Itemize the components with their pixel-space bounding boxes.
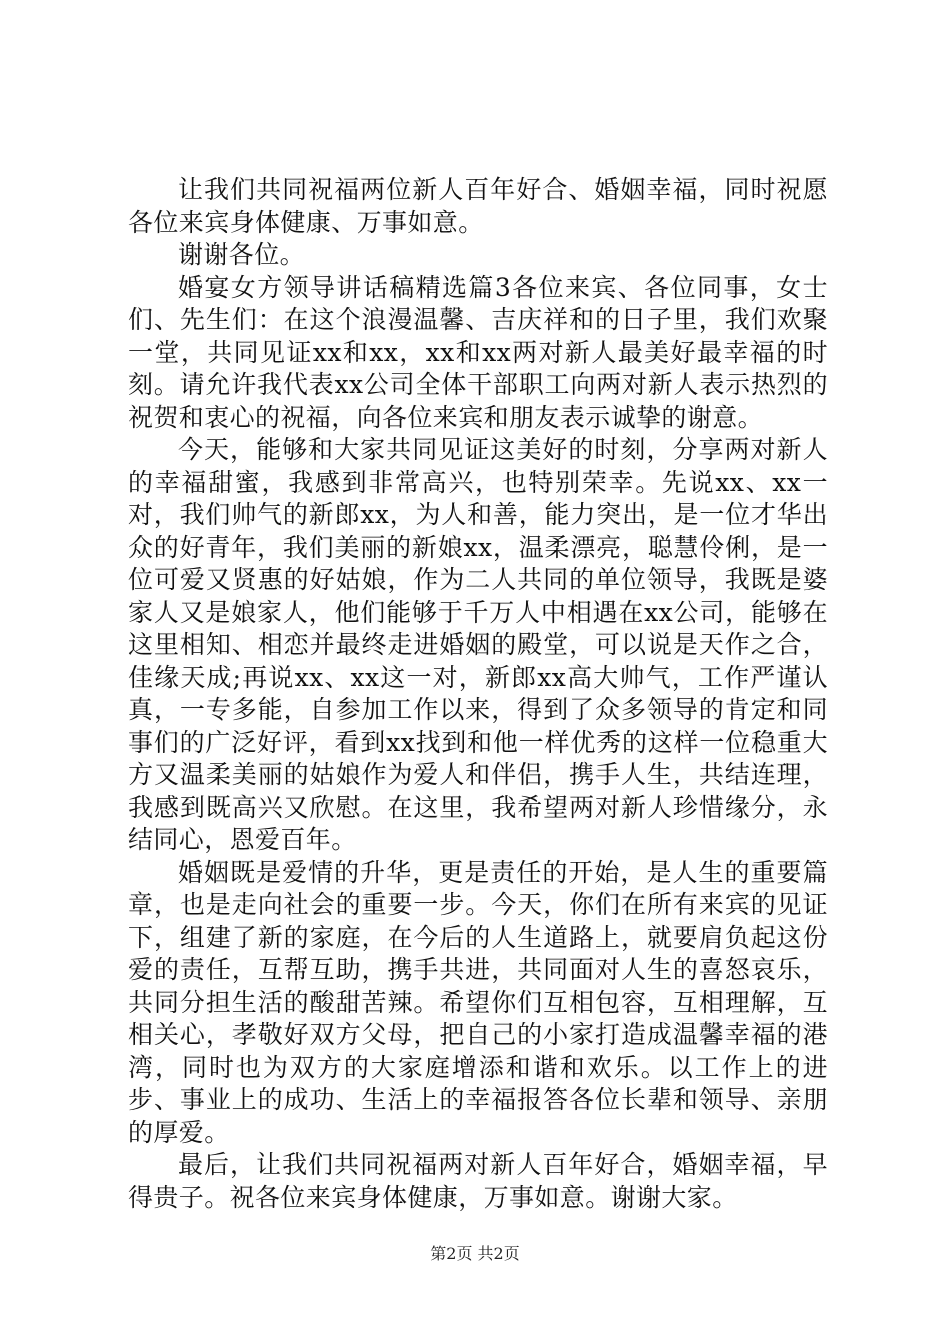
paragraph-final-wishes: 最后，让我们共同祝福两对新人百年好合，婚姻幸福，早得贵子。祝各位来宾身体健康，万事如意。谢谢大家。 <box>128 1150 828 1212</box>
page-number-footer: 第2页 共2页 <box>430 1244 520 1263</box>
paragraph-thanks: 谢谢各位。 <box>178 240 306 269</box>
paragraph-speech-opening: 婚宴女方领导讲话稿精选篇3各位来宾、各位同事，女士们、先生们：在这个浪漫温馨、吉庆祥和的日子里，我们欢聚一堂，共同见证xx和xx，xx和xx两对新人最美好最幸福的时刻。请允许我代表xx公司全体干部职工向两对新人表示热烈的祝贺和衷心的祝福，向各位来宾和朋友表示诚挚的谢意。 <box>128 272 828 432</box>
paragraph-couples-introduction: 今天，能够和大家共同见证这美好的时刻，分享两对新人的幸福甜蜜，我感到非常高兴，也特别荣幸。先说xx、xx一对，我们帅气的新郎xx，为人和善，能力突出，是一位才华出众的好青年，我们美丽的新娘xx，温柔漂亮，聪慧伶俐，是一位可爱又贤惠的好姑娘，作为二人共同的单位领导，我既是婆家人又是娘家人，他们能够于千万人中相遇在xx公司，能够在这里相知、相恋并最终走进婚姻的殿堂，可以说是天作之合，佳缘天成;再说xx、xx这一对，新郎xx高大帅气，工作严谨认真，一专多能，自参加工作以来，得到了众多领导的肯定和同事们的广泛好评，看到xx找到和他一样优秀的这样一位稳重大方又温柔美丽的姑娘作为爱人和伴侣，携手人生，共结连理，我感到既高兴又欣慰。在这里，我希望两对新人珍惜缘分，永结同心，恩爱百年。 <box>128 435 828 854</box>
paragraph-marriage-responsibility: 婚姻既是爱情的升华，更是责任的开始，是人生的重要篇章，也是走向社会的重要一步。今天，你们在所有来宾的见证下，组建了新的家庭，在今后的人生道路上，就要肩负起这份爱的责任，互帮互助，携手共进，共同面对人生的喜怒哀乐，共同分担生活的酸甜苦辣。希望你们互相包容，互相理解，互相关心，孝敬好双方父母，把自己的小家打造成温馨幸福的港湾，同时也为双方的大家庭增添和谐和欢乐。以工作上的进步、事业上的成功、生活上的幸福报答各位长辈和领导、亲朋的厚爱。 <box>128 857 828 1147</box>
document-body <box>128 174 828 1214</box>
paragraph-closing-blessing: 让我们共同祝福两位新人百年好合、婚姻幸福，同时祝愿各位来宾身体健康、万事如意。 <box>128 175 828 237</box>
